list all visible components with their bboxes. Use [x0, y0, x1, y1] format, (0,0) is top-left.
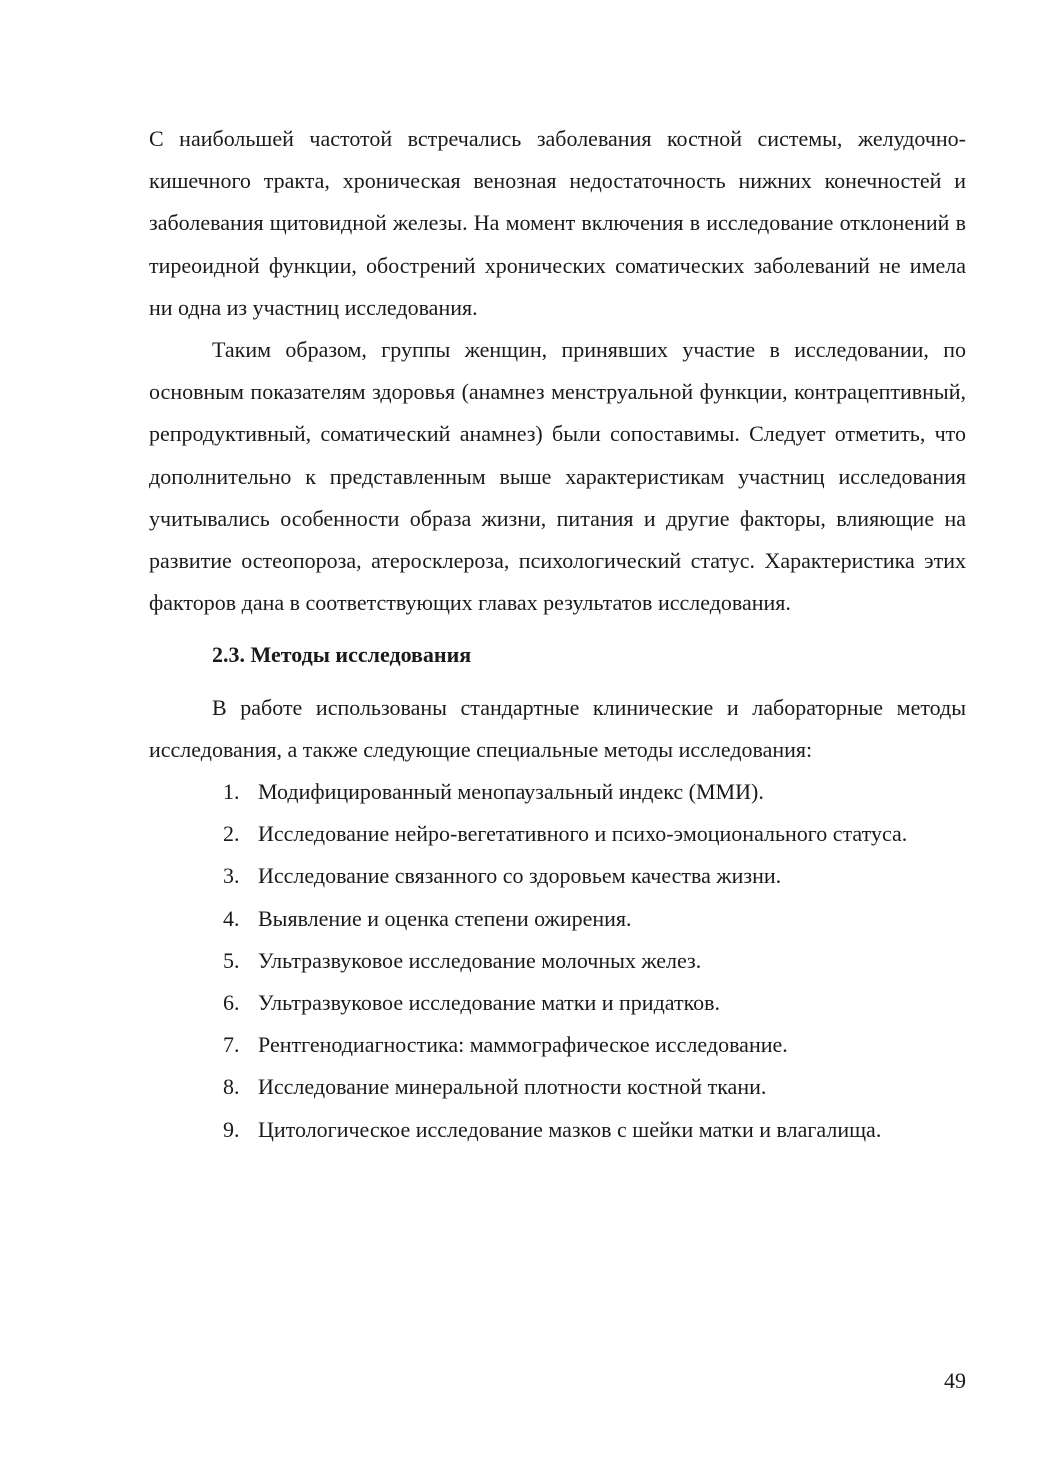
- list-item-text: Ультразвуковое исследование молочных желез.: [258, 947, 702, 973]
- list-item: [149, 982, 966, 1024]
- section-heading: 2.3. Методы исследования: [212, 642, 472, 668]
- list-item: [149, 1024, 966, 1066]
- page-number: 49: [944, 1368, 966, 1393]
- list-item-text: Модифицированный менопаузальный индекс (ММИ).: [258, 779, 764, 805]
- list-item: [149, 855, 966, 897]
- methods-list: [149, 771, 966, 1151]
- list-item-number: 8.: [223, 1074, 240, 1100]
- list-item-number: 1.: [223, 779, 240, 805]
- list-item-text: Рентгенодиагностика: маммографическое исследование.: [258, 1032, 788, 1058]
- list-item-text: Ультразвуковое исследование матки и придатков.: [258, 990, 721, 1016]
- list-item-number: 9.: [223, 1116, 240, 1142]
- list-item-number: 5.: [223, 947, 240, 973]
- list-item: [149, 1066, 966, 1108]
- list-item: [149, 898, 966, 940]
- list-item-number: 7.: [223, 1032, 240, 1058]
- list-item: [149, 1109, 966, 1151]
- list-item-number: 4.: [223, 905, 240, 931]
- list-item-text: Выявление и оценка степени ожирения.: [258, 905, 632, 931]
- list-item-number: 3.: [223, 863, 240, 889]
- list-item-text: Исследование нейро-вегетативного и психо-эмоционального статуса.: [258, 821, 908, 847]
- list-item: [149, 813, 966, 855]
- list-item: [149, 771, 966, 813]
- list-item-text: Исследование минеральной плотности костной ткани.: [258, 1074, 767, 1100]
- paragraph-methods-intro: В работе использованы стандартные клинические и лабораторные методы исследования, а также следующие специальные методы исследования:: [149, 694, 966, 762]
- list-item-number: 2.: [223, 821, 240, 847]
- document-page: [149, 118, 966, 1151]
- list-item: [149, 940, 966, 982]
- paragraph-somatic-diseases: С наибольшей частотой встречались заболевания костной системы, желудочно-кишечного тракта, хроническая венозная недостаточность нижних конечностей и заболевания щитовидной железы. На момент включения в исследование отклонений в тиреоидной функции, обострений хронических соматических заболеваний не имела ни одна из участниц исследования.: [149, 126, 966, 320]
- list-item-text: Цитологическое исследование мазков с шейки матки и влагалища.: [258, 1116, 882, 1142]
- paragraph-groups-comparison: Таким образом, группы женщин, принявших участие в исследовании, по основным показателям здоровья (анамнез менструальной функции, контрацептивный, репродуктивный, соматический анамнез) были сопоставимы. Следует отметить, что дополнительно к представленным выше характеристикам участниц исследования учитывались особенности образа жизни, питания и другие факторы, влияющие на развитие остеопороза, атеросклероза, психологический статус. Характеристика этих факторов дана в соответствующих главах результатов исследования.: [149, 337, 966, 616]
- list-item-number: 6.: [223, 990, 240, 1016]
- list-item-text: Исследование связанного со здоровьем качества жизни.: [258, 863, 782, 889]
